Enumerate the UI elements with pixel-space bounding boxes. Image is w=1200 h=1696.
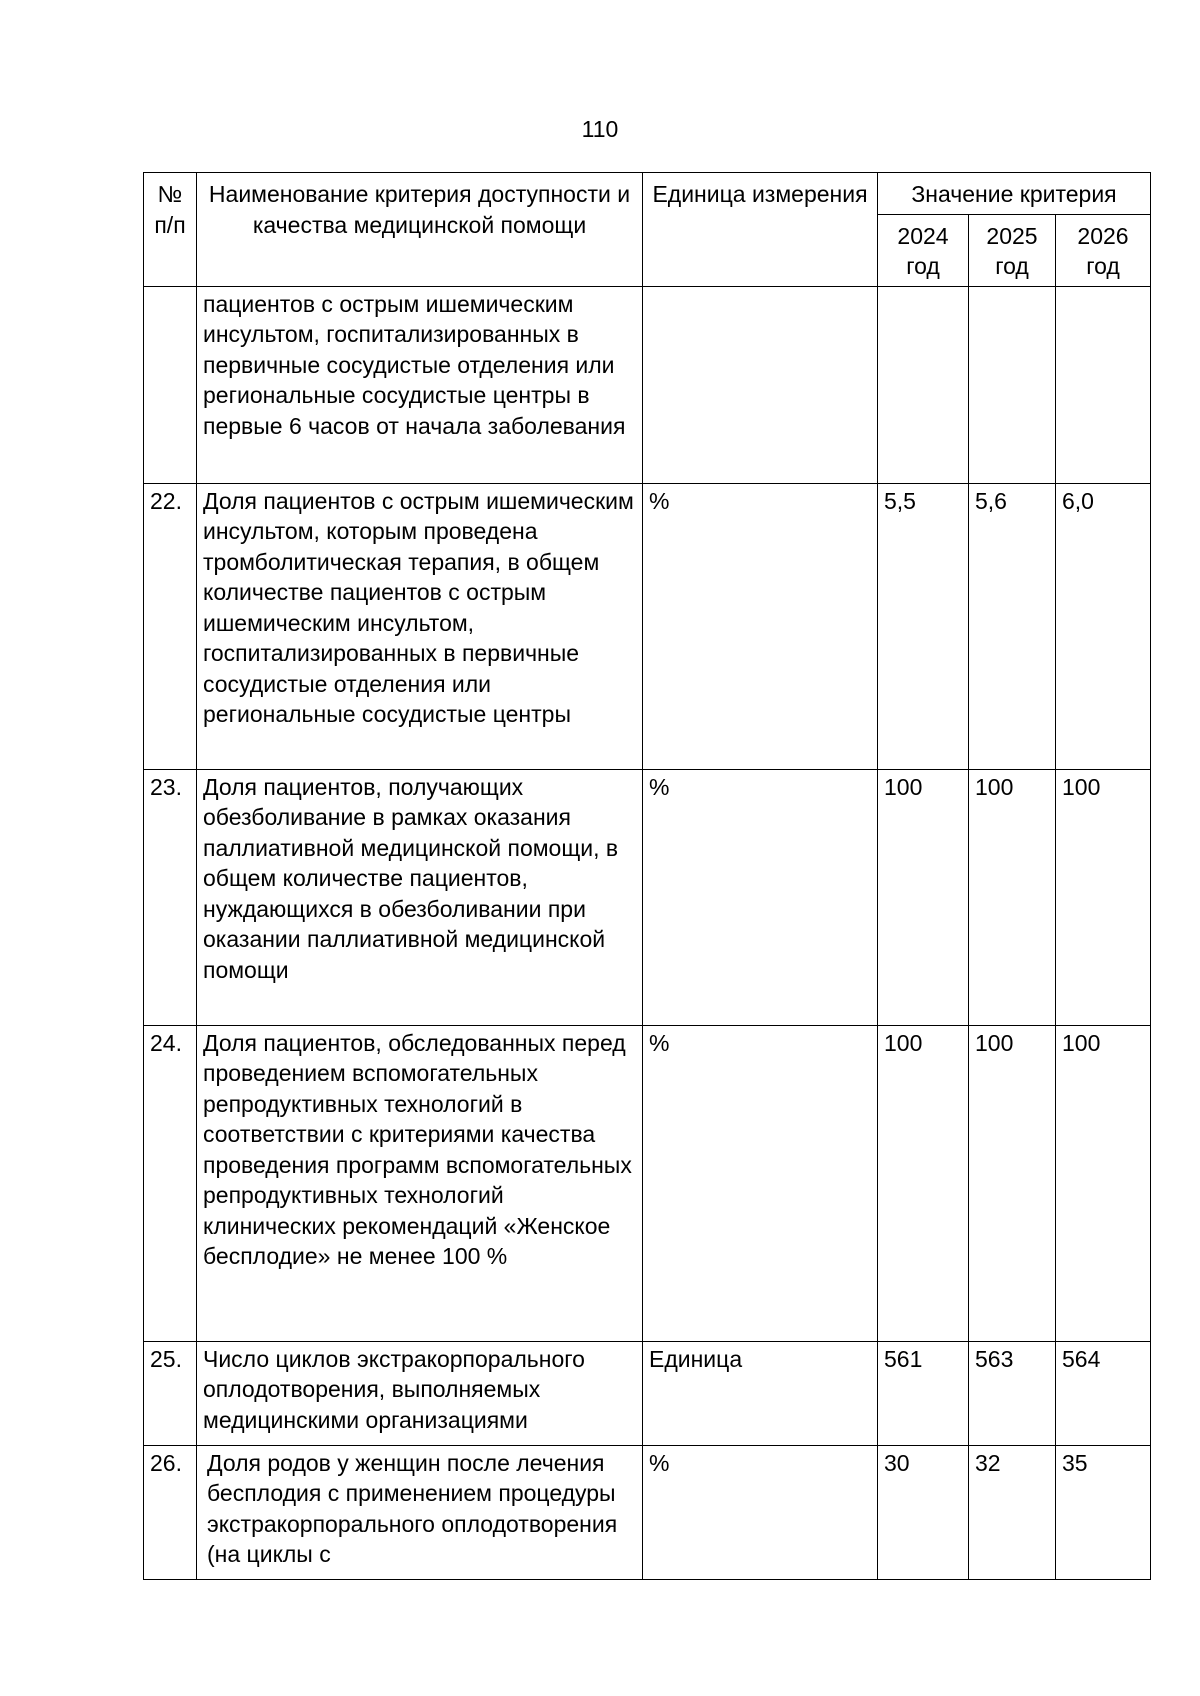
row-number: 26. [144, 1445, 197, 1579]
row-value-2026: 564 [1056, 1341, 1151, 1445]
table-row [144, 286, 1151, 483]
row-number: 25. [144, 1341, 197, 1445]
row-unit [643, 286, 878, 483]
row-value-2024: 30 [878, 1445, 969, 1579]
table-row [144, 483, 1151, 769]
row-value-2025: 5,6 [969, 483, 1056, 769]
row-unit: Единица [643, 1341, 878, 1445]
row-value-2026: 6,0 [1056, 483, 1151, 769]
row-value-2025: 100 [969, 769, 1056, 1025]
row-unit: % [643, 1445, 878, 1579]
row-criterion: Число циклов экстракорпорального оплодотворения, выполняемых медицинскими организациями [197, 1341, 643, 1445]
table-row [144, 1445, 1151, 1579]
row-value-2025: 32 [969, 1445, 1056, 1579]
header-unit: Единица измерения [643, 173, 878, 287]
table-row [144, 1341, 1151, 1445]
header-year-2026: 2026 год [1056, 214, 1151, 286]
row-criterion: пациентов с острым ишемическим инсультом, госпитализированных в первичные сосудистые отделения или региональные сосудистые центры в первые 6 часов от начала заболевания [197, 286, 643, 483]
row-criterion: Доля пациентов, обследованных перед проведением вспомогательных репродуктивных технологий в соответствии с критериями качества проведения программ вспомогательных репродуктивных технологий клинических рекомендаций «Женское бесплодие» не менее 100 % [197, 1025, 643, 1341]
row-criterion: Доля пациентов, получающих обезболивание в рамках оказания паллиативной медицинской помощи, в общем количестве пациентов, нуждающихся в обезболивании при оказании паллиативной медицинской помощи [197, 769, 643, 1025]
row-unit: % [643, 1025, 878, 1341]
row-value-2025: 100 [969, 1025, 1056, 1341]
row-value-2024: 100 [878, 1025, 969, 1341]
row-number: 23. [144, 769, 197, 1025]
table-header-row [144, 173, 1151, 215]
row-criterion: Доля родов у женщин после лечения бесплодия с применением процедуры экстракорпорального оплодотворения (на циклы с [197, 1445, 643, 1579]
row-criterion: Доля пациентов с острым ишемическим инсультом, которым проведена тромболитическая терапия, в общем количестве пациентов с острым ишемическим инсультом, госпитализированных в первичные сосудистые отделения или региональные сосудистые центры [197, 483, 643, 769]
table-row [144, 769, 1151, 1025]
row-value-2026: 35 [1056, 1445, 1151, 1579]
page-number: 110 [581, 116, 619, 142]
header-year-2024: 2024 год [878, 214, 969, 286]
row-value-2026: 100 [1056, 1025, 1151, 1341]
table-row [144, 1025, 1151, 1341]
header-number: № п/п [144, 173, 197, 287]
row-value-2024 [878, 286, 969, 483]
row-value-2025: 563 [969, 1341, 1056, 1445]
row-value-2026 [1056, 286, 1151, 483]
row-number [144, 286, 197, 483]
row-unit: % [643, 769, 878, 1025]
row-number: 24. [144, 1025, 197, 1341]
row-value-2026: 100 [1056, 769, 1151, 1025]
row-unit: % [643, 483, 878, 769]
row-number: 22. [144, 483, 197, 769]
row-value-2024: 100 [878, 769, 969, 1025]
row-value-2024: 5,5 [878, 483, 969, 769]
header-criterion: Наименование критерия доступности и качества медицинской помощи [197, 173, 643, 287]
header-year-2025: 2025 год [969, 214, 1056, 286]
row-value-2025 [969, 286, 1056, 483]
row-value-2024: 561 [878, 1341, 969, 1445]
header-value-group: Значение критерия [878, 173, 1151, 215]
criteria-table [143, 172, 1151, 1580]
